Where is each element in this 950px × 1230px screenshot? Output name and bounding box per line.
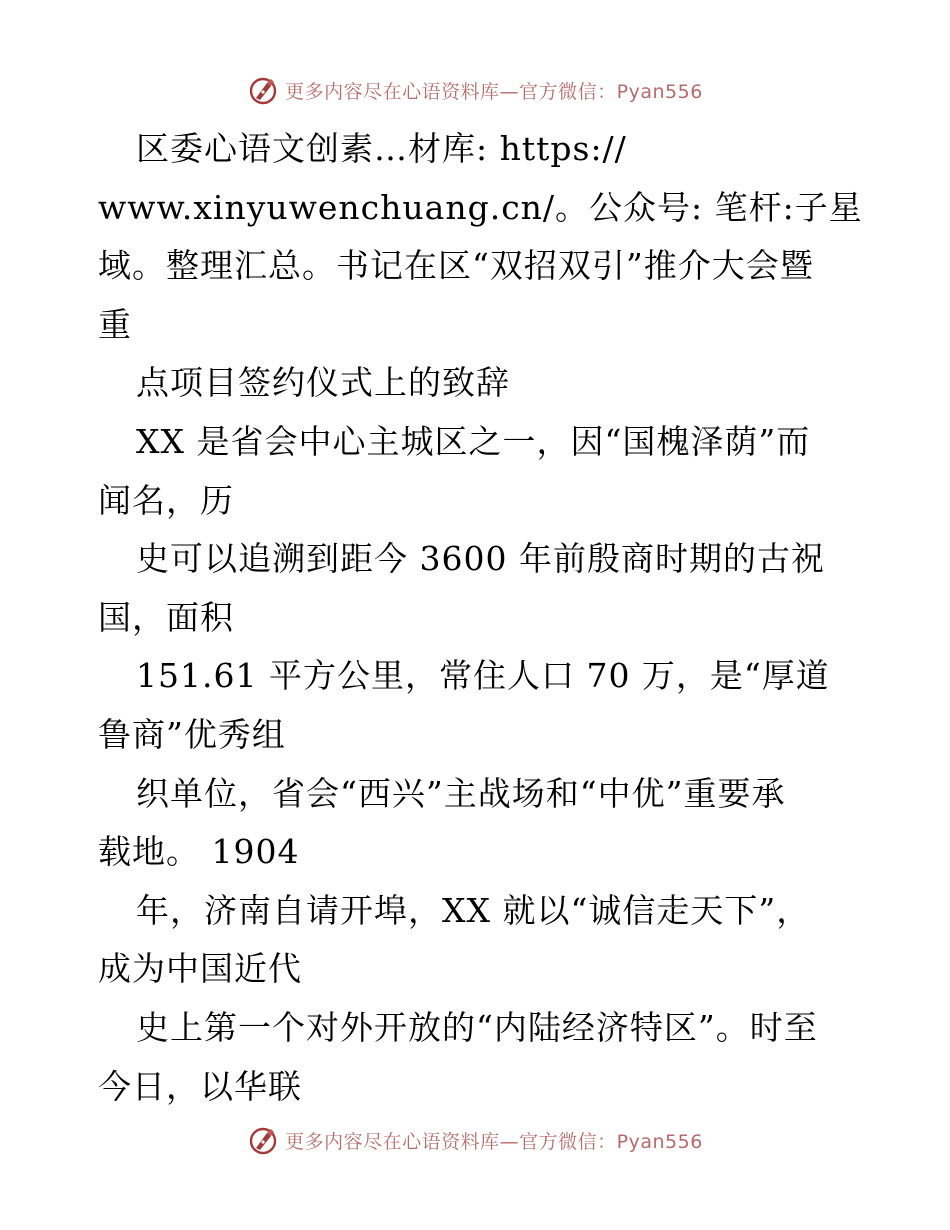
text-line: 重 xyxy=(98,304,132,344)
text-line: 史可以追溯到距今 3600 年前殷商时期的古祝 xyxy=(136,539,825,579)
text-line: 成为中国近代 xyxy=(98,949,302,989)
text-line: 域。整理汇总。书记在区“双招双引”推介大会暨 xyxy=(98,246,814,286)
text-line: 史上第一个对外开放的“内陆经济特区”。时至 xyxy=(136,1008,818,1047)
pen-nib-logo-icon xyxy=(247,74,279,106)
header-banner-text: 更多内容尽在心语资料库—官方微信：Pyan556 xyxy=(285,80,703,103)
text-line: 载地。 1904 xyxy=(98,832,300,872)
text-line: 织单位，省会“西兴”主战场和“中优”重要承 xyxy=(136,773,786,813)
header-banner xyxy=(0,70,950,110)
text-line: 点项目签约仪式上的致辞 xyxy=(136,363,510,403)
text-line: 闻名，历 xyxy=(98,480,234,520)
footer-banner xyxy=(0,1120,950,1160)
text-line: 鲁商”优秀组 xyxy=(98,715,286,754)
text-line: 区委心语文创素…材库: https:// xyxy=(136,129,627,168)
text-line: www.xinyuwenchuang.cn/。公众号: 笔杆:子星 xyxy=(98,187,863,227)
text-line: 年，济南自请开埠，XX 就以“诚信走天下”， xyxy=(136,890,811,930)
text-line: 151.61 平方公里，常住人口 70 万，是“厚道 xyxy=(136,656,830,696)
pen-nib-logo-icon xyxy=(247,1124,279,1156)
text-line: 国，面积 xyxy=(98,597,234,637)
footer-banner-text: 更多内容尽在心语资料库—官方微信：Pyan556 xyxy=(285,1130,703,1153)
text-line: XX 是省会中心主城区之一，因“国槐泽荫”而 xyxy=(136,422,811,461)
text-line: 今日，以华联 xyxy=(98,1066,302,1106)
